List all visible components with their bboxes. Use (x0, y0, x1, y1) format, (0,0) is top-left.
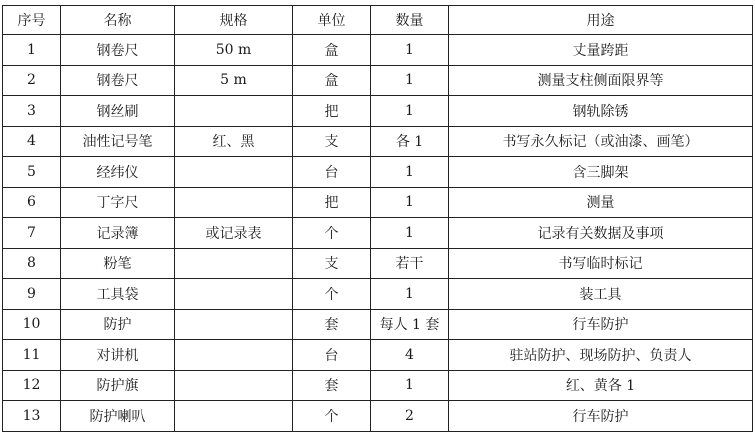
cell-purpose: 含三脚架 (449, 157, 753, 188)
tool-list-table (2, 5, 753, 432)
cell-unit: 台 (293, 340, 371, 371)
cell-purpose: 测量支柱侧面限界等 (449, 65, 753, 96)
table-row (3, 401, 753, 432)
table-row (3, 157, 753, 188)
cell-spec: 5 m (175, 65, 293, 96)
cell-purpose: 驻站防护、现场防护、负责人 (449, 340, 753, 371)
cell-index: 11 (3, 340, 61, 371)
cell-quantity: 1 (371, 187, 449, 218)
cell-spec (175, 248, 293, 279)
cell-unit: 把 (293, 96, 371, 127)
cell-name: 防护 (61, 309, 175, 340)
cell-unit: 台 (293, 157, 371, 188)
cell-unit: 支 (293, 126, 371, 157)
cell-spec (175, 187, 293, 218)
cell-spec: 红、黑 (175, 126, 293, 157)
header-unit: 单位 (293, 6, 371, 35)
cell-purpose: 记录有关数据及事项 (449, 218, 753, 249)
cell-name: 对讲机 (61, 340, 175, 371)
cell-name: 钢丝刷 (61, 96, 175, 127)
cell-name: 钢卷尺 (61, 35, 175, 66)
cell-unit: 个 (293, 401, 371, 432)
cell-quantity: 4 (371, 340, 449, 371)
header-name: 名称 (61, 6, 175, 35)
cell-name: 丁字尺 (61, 187, 175, 218)
cell-unit: 支 (293, 248, 371, 279)
cell-name: 工具袋 (61, 279, 175, 310)
cell-unit: 个 (293, 218, 371, 249)
cell-unit: 盒 (293, 35, 371, 66)
cell-spec (175, 309, 293, 340)
cell-purpose: 红、黄各 1 (449, 370, 753, 401)
header-spec: 规格 (175, 6, 293, 35)
cell-spec: 或记录表 (175, 218, 293, 249)
cell-name: 记录簿 (61, 218, 175, 249)
cell-quantity: 若干 (371, 248, 449, 279)
cell-unit: 个 (293, 279, 371, 310)
cell-index: 2 (3, 65, 61, 96)
table-row (3, 65, 753, 96)
table-header-row (3, 6, 753, 35)
header-purpose: 用途 (449, 6, 753, 35)
table-row (3, 187, 753, 218)
cell-spec (175, 96, 293, 127)
cell-name: 经纬仪 (61, 157, 175, 188)
cell-name: 油性记号笔 (61, 126, 175, 157)
cell-index: 10 (3, 309, 61, 340)
cell-index: 6 (3, 187, 61, 218)
cell-quantity: 各 1 (371, 126, 449, 157)
cell-quantity: 2 (371, 401, 449, 432)
cell-purpose: 书写临时标记 (449, 248, 753, 279)
cell-name: 钢卷尺 (61, 65, 175, 96)
header-index: 序号 (3, 6, 61, 35)
header-quantity: 数量 (371, 6, 449, 35)
table-row (3, 126, 753, 157)
cell-purpose: 行车防护 (449, 309, 753, 340)
cell-spec: 50 m (175, 35, 293, 66)
cell-quantity: 1 (371, 157, 449, 188)
cell-quantity: 1 (371, 96, 449, 127)
cell-spec (175, 279, 293, 310)
table-row (3, 248, 753, 279)
cell-unit: 套 (293, 309, 371, 340)
cell-quantity: 1 (371, 65, 449, 96)
cell-index: 1 (3, 35, 61, 66)
cell-name: 防护旗 (61, 370, 175, 401)
cell-spec (175, 401, 293, 432)
table-row (3, 309, 753, 340)
table-row (3, 279, 753, 310)
cell-purpose: 测量 (449, 187, 753, 218)
cell-purpose: 书写永久标记（或油漆、画笔） (449, 126, 753, 157)
cell-index: 13 (3, 401, 61, 432)
cell-index: 12 (3, 370, 61, 401)
cell-purpose: 装工具 (449, 279, 753, 310)
cell-quantity: 1 (371, 370, 449, 401)
cell-unit: 把 (293, 187, 371, 218)
cell-quantity: 1 (371, 35, 449, 66)
cell-purpose: 钢轨除锈 (449, 96, 753, 127)
table-row (3, 340, 753, 371)
cell-unit: 盒 (293, 65, 371, 96)
table-row (3, 96, 753, 127)
cell-name: 粉笔 (61, 248, 175, 279)
cell-index: 8 (3, 248, 61, 279)
cell-quantity: 1 (371, 279, 449, 310)
cell-index: 3 (3, 96, 61, 127)
cell-spec (175, 157, 293, 188)
cell-index: 4 (3, 126, 61, 157)
table-container (2, 5, 753, 432)
cell-purpose: 行车防护 (449, 401, 753, 432)
table-row (3, 35, 753, 66)
cell-spec (175, 340, 293, 371)
cell-unit: 套 (293, 370, 371, 401)
cell-index: 9 (3, 279, 61, 310)
table-row (3, 218, 753, 249)
cell-spec (175, 370, 293, 401)
cell-name: 防护喇叭 (61, 401, 175, 432)
cell-quantity: 每人 1 套 (371, 309, 449, 340)
cell-quantity: 1 (371, 218, 449, 249)
cell-index: 7 (3, 218, 61, 249)
cell-index: 5 (3, 157, 61, 188)
table-row (3, 370, 753, 401)
cell-purpose: 丈量跨距 (449, 35, 753, 66)
